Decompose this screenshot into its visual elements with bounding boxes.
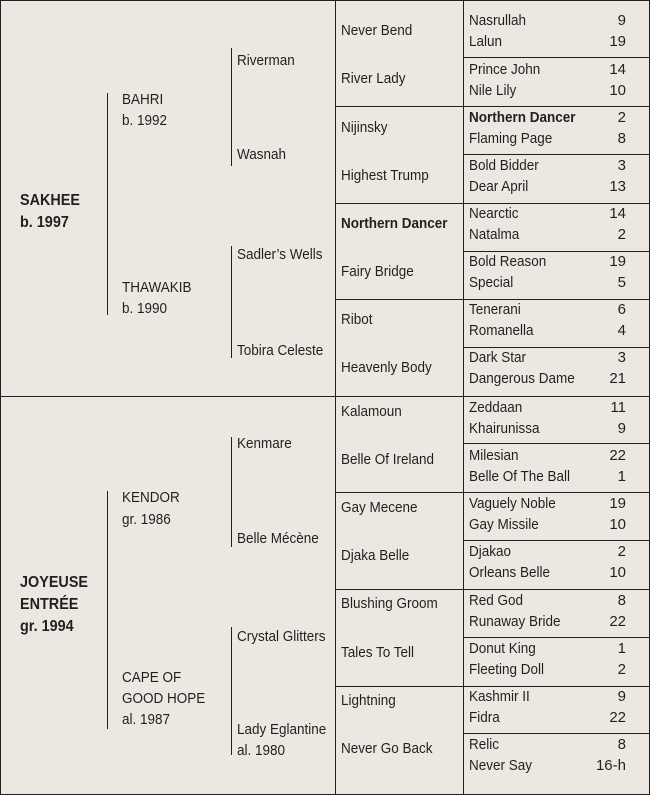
family-number: 10 <box>609 564 626 581</box>
gen4-name: Red God <box>469 592 524 609</box>
gen3-name: River Lady <box>341 70 406 87</box>
granddam-name: Belle Mécène <box>237 530 319 547</box>
gen3-name: Lightning <box>341 692 396 709</box>
bracket-line <box>107 93 108 315</box>
gen4-name: Dangerous Dame <box>469 370 575 387</box>
dam-name-line1: CAPE OF <box>122 669 182 686</box>
family-number: 8 <box>617 592 626 609</box>
gen4-name: Dear April <box>469 178 529 195</box>
gen4-name: Zeddaan <box>469 399 523 416</box>
gen3-name: Heavenly Body <box>341 359 432 376</box>
bracket-line <box>231 246 232 358</box>
gen4-name: Nasrullah <box>469 12 527 29</box>
granddam-name: Wasnah <box>237 146 287 163</box>
family-number: 2 <box>617 109 626 126</box>
family-number: 3 <box>617 157 626 174</box>
dam-name: THAWAKIB <box>122 279 192 296</box>
outer-border-top <box>0 0 650 1</box>
gen4-name: Belle Of The Ball <box>469 468 571 485</box>
gen4-name: Khairunissa <box>469 420 540 437</box>
gen3-name: Ribot <box>341 311 373 328</box>
bracket-line <box>231 627 232 755</box>
family-number: 10 <box>609 82 626 99</box>
gen3-name: Highest Trump <box>341 167 429 184</box>
bracket-line <box>231 48 232 166</box>
column-divider <box>463 0 464 795</box>
family-number: 4 <box>617 322 626 339</box>
row-divider <box>335 106 650 107</box>
family-number: 5 <box>617 274 626 291</box>
gen4-name: Donut King <box>469 640 536 657</box>
family-number: 1 <box>617 468 626 485</box>
gen4-name: Fleeting Doll <box>469 661 545 678</box>
gen4-name: Northern Dancer <box>469 109 576 126</box>
granddam-info: al. 1980 <box>237 742 286 759</box>
family-number: 2 <box>617 543 626 560</box>
family-number: 2 <box>617 661 626 678</box>
family-number: 8 <box>617 736 626 753</box>
family-number: 21 <box>609 370 626 387</box>
pedigree-section-joyeuse-entree <box>0 397 650 795</box>
gen4-name: Kashmir II <box>469 688 530 705</box>
family-number: 9 <box>617 688 626 705</box>
subject-name-line1: JOYEUSE <box>20 574 89 591</box>
family-number: 6 <box>617 301 626 318</box>
row-divider <box>463 443 650 444</box>
outer-border-left <box>0 0 1 795</box>
row-divider <box>463 540 650 541</box>
gen3-name: Gay Mecene <box>341 499 418 516</box>
gen4-name: Romanella <box>469 322 534 339</box>
gen3-name: Nijinsky <box>341 119 388 136</box>
gen4-name: Runaway Bride <box>469 613 561 630</box>
gen3-name: Northern Dancer <box>341 215 448 232</box>
pedigree-section-sakhee <box>0 0 650 397</box>
gen4-name: Dark Star <box>469 349 527 366</box>
sire-name: KENDOR <box>122 489 180 506</box>
granddam-name: Lady Eglantine <box>237 721 327 738</box>
family-number: 22 <box>609 613 626 630</box>
gen3-name: Fairy Bridge <box>341 263 414 280</box>
bracket-line <box>231 437 232 547</box>
family-number: 19 <box>609 495 626 512</box>
gen4-name: Fidra <box>469 709 500 726</box>
family-number: 13 <box>609 178 626 195</box>
gen3-name: Djaka Belle <box>341 547 410 564</box>
section-divider <box>0 396 650 397</box>
subject-info: gr. 1994 <box>20 618 74 635</box>
row-divider <box>463 154 650 155</box>
sire-info: b. 1992 <box>122 112 168 129</box>
row-divider <box>335 299 650 300</box>
family-number: 14 <box>609 205 626 222</box>
dam-info: al. 1987 <box>122 711 171 728</box>
family-number: 22 <box>609 447 626 464</box>
gen3-name: Never Bend <box>341 22 413 39</box>
gen4-name: Djakao <box>469 543 512 560</box>
family-number: 22 <box>609 709 626 726</box>
family-number: 19 <box>609 33 626 50</box>
gen4-name: Nile Lily <box>469 82 517 99</box>
row-divider <box>335 203 650 204</box>
sire-name: BAHRI <box>122 91 164 108</box>
row-divider <box>463 637 650 638</box>
family-number: 11 <box>610 399 626 416</box>
row-divider <box>463 57 650 58</box>
gen3-name: Tales To Tell <box>341 644 415 661</box>
family-number: 14 <box>609 61 626 78</box>
grandsire-name: Sadler’s Wells <box>237 246 323 263</box>
family-number: 2 <box>617 226 626 243</box>
gen4-name: Nearctic <box>469 205 519 222</box>
grandsire-name: Crystal Glitters <box>237 628 326 645</box>
gen4-name: Special <box>469 274 514 291</box>
row-divider <box>463 733 650 734</box>
granddam-name: Tobira Celeste <box>237 342 324 359</box>
row-divider <box>335 589 650 590</box>
gen4-name: Flaming Page <box>469 130 553 147</box>
gen4-name: Natalma <box>469 226 520 243</box>
grandsire-name: Riverman <box>237 52 295 69</box>
family-number: 10 <box>609 516 626 533</box>
gen4-name: Milesian <box>469 447 519 464</box>
family-number: 9 <box>617 12 626 29</box>
dam-info: b. 1990 <box>122 300 168 317</box>
row-divider <box>463 251 650 252</box>
column-divider <box>335 0 336 795</box>
gen4-name: Orleans Belle <box>469 564 551 581</box>
subject-name-line2: ENTRÉE <box>20 596 79 613</box>
row-divider <box>463 347 650 348</box>
subject-info: b. 1997 <box>20 214 69 231</box>
gen4-name: Lalun <box>469 33 503 50</box>
gen4-name: Bold Bidder <box>469 157 539 174</box>
gen3-name: Belle Of Ireland <box>341 451 435 468</box>
grandsire-name: Kenmare <box>237 435 292 452</box>
family-number: 16-h <box>595 757 626 774</box>
sire-info: gr. 1986 <box>122 511 171 528</box>
bracket-line <box>107 491 108 729</box>
dam-name-line2: GOOD HOPE <box>122 690 206 707</box>
gen4-name: Relic <box>469 736 500 753</box>
family-number: 1 <box>617 640 626 657</box>
gen3-name: Never Go Back <box>341 740 433 757</box>
gen4-name: Bold Reason <box>469 253 547 270</box>
gen3-name: Blushing Groom <box>341 595 438 612</box>
gen4-name: Gay Missile <box>469 516 539 533</box>
gen4-name: Prince John <box>469 61 541 78</box>
family-number: 9 <box>617 420 626 437</box>
gen3-name: Kalamoun <box>341 403 402 420</box>
family-number: 8 <box>617 130 626 147</box>
gen4-name: Never Say <box>469 757 533 774</box>
family-number: 3 <box>617 349 626 366</box>
row-divider <box>335 686 650 687</box>
gen4-name: Vaguely Noble <box>469 495 556 512</box>
gen4-name: Tenerani <box>469 301 521 318</box>
subject-name: SAKHEE <box>20 192 81 209</box>
family-number: 19 <box>609 253 626 270</box>
row-divider <box>335 492 650 493</box>
